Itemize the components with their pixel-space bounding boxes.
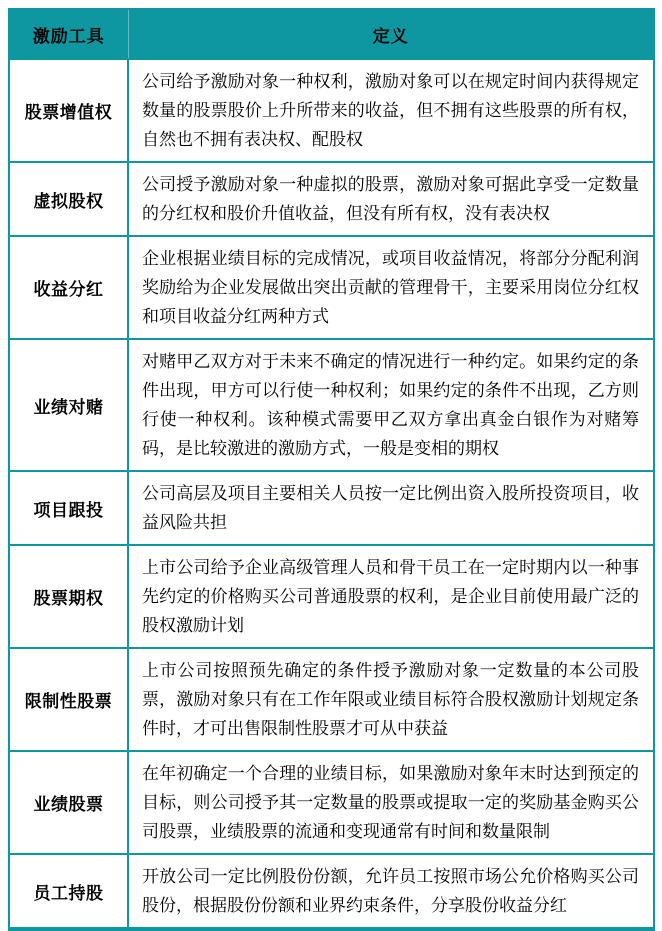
incentive-tool-name: 收益分红: [9, 236, 128, 339]
incentive-tool-name: 项目跟投: [9, 471, 128, 545]
incentive-tool-definition: 在年初确定一个合理的业绩目标，如果激励对象年末时达到预定的目标，则公司授予其一定数量的股票或提取一定的奖励基金购买公司股票，业绩股票的流通和变现通常有时间和数量限制: [128, 751, 654, 854]
table-row: [9, 545, 654, 648]
document-page: [8, 8, 655, 931]
table-row: [9, 59, 654, 162]
header-row: [9, 9, 654, 59]
table-row: [9, 471, 654, 545]
incentive-tool-name: 限制性股票: [9, 648, 128, 751]
table-row: [9, 648, 654, 751]
incentive-tool-definition: 公司给予激励对象一种权利，激励对象可以在规定时间内获得规定数量的股票股价上升所带来的收益，但不拥有这些股票的所有权，自然也不拥有表决权、配股权: [128, 59, 654, 162]
column-header-incentive-tool: 激励工具: [9, 9, 128, 59]
incentive-tool-definition: 上市公司给予企业高级管理人员和骨干员工在一定时期内以一种事先约定的价格购买公司普通股票的权利，是企业目前使用最广泛的股权激励计划: [128, 545, 654, 648]
incentive-tool-name: 员工持股: [9, 854, 128, 929]
table-body: [9, 59, 654, 929]
incentive-tool-definition: 上市公司按照预先确定的条件授予激励对象一定数量的本公司股票，激励对象只有在工作年限或业绩目标符合股权激励计划规定条件时，才可出售限制性股票才可从中获益: [128, 648, 654, 751]
incentive-tool-name: 业绩对赌: [9, 339, 128, 471]
table-row: [9, 854, 654, 929]
column-header-definition: 定义: [128, 9, 654, 59]
incentive-tool-definition: 企业根据业绩目标的完成情况，或项目收益情况，将部分分配利润奖励给为企业发展做出突出贡献的管理骨干，主要采用岗位分红权和项目收益分红两种方式: [128, 236, 654, 339]
incentive-tool-definition: 公司高层及项目主要相关人员按一定比例出资入股所投资项目，收益风险共担: [128, 471, 654, 545]
incentive-tool-name: 虚拟股权: [9, 162, 128, 236]
incentive-tool-definition: 开放公司一定比例股份份额，允许员工按照市场公允价格购买公司股份，根据股份份额和业界约束条件，分享股份收益分红: [128, 854, 654, 929]
incentive-tool-name: 业绩股票: [9, 751, 128, 854]
incentive-tool-name: 股票期权: [9, 545, 128, 648]
table-row: [9, 236, 654, 339]
incentive-tool-definition: 公司授予激励对象一种虚拟的股票，激励对象可据此享受一定数量的分红权和股价升值收益，但没有所有权，没有表决权: [128, 162, 654, 236]
incentive-definition-table: [8, 8, 655, 931]
incentive-tool-name: 股票增值权: [9, 59, 128, 162]
table-row: [9, 751, 654, 854]
table-header: [9, 9, 654, 59]
table-row: [9, 339, 654, 471]
incentive-tool-definition: 对赌甲乙双方对于未来不确定的情况进行一种约定。如果约定的条件出现，甲方可以行使一种权利；如果约定的条件不出现，乙方则行使一种权利。该种模式需要甲乙双方拿出真金白银作为对赌筹码，是比较激进的激励方式，一般是变相的期权: [128, 339, 654, 471]
table-row: [9, 162, 654, 236]
